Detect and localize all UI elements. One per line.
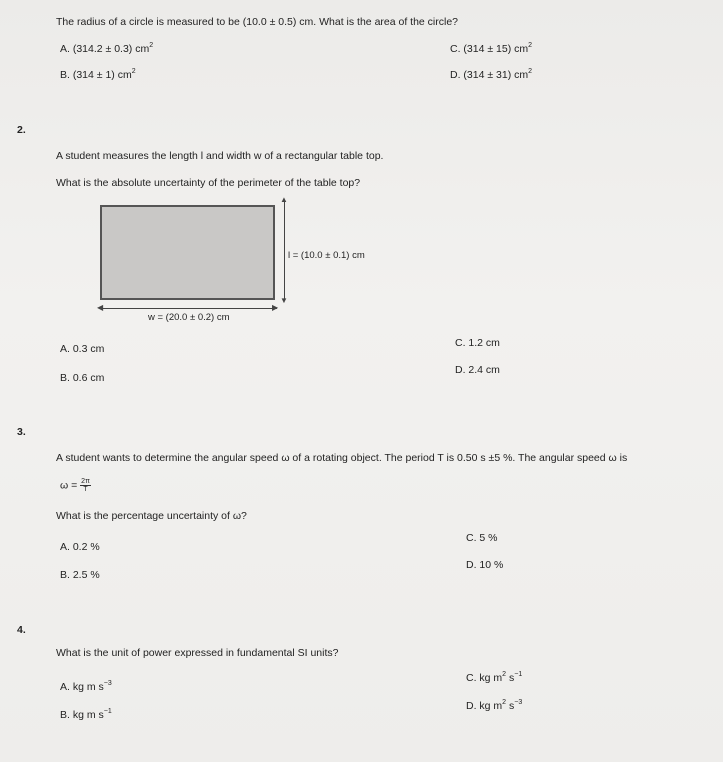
q2-number: 2.: [17, 124, 26, 136]
formula-numerator: 2π: [81, 478, 90, 485]
q3-stem: A student wants to determine the angular speed ω of a rotating object. The period T is 0.50 s ±5 %. The angular speed ω is: [56, 452, 628, 464]
q1-option-c[interactable]: [450, 43, 532, 56]
q1-option-b-exponent: 2: [131, 68, 136, 75]
q1-option-b-value: (314 ± 1) cm: [72, 69, 132, 81]
q4-option-d[interactable]: [466, 700, 522, 713]
formula-fraction: [80, 478, 91, 493]
q4-option-d-exponent-1: 2: [502, 699, 507, 706]
q2-stem-1: A student measures the length l and width w of a rectangular table top.: [56, 150, 384, 162]
q1-option-d-exponent: 2: [528, 68, 533, 75]
q3-option-b[interactable]: B. 2.5 %: [60, 569, 100, 581]
q2-option-d[interactable]: D. 2.4 cm: [455, 364, 500, 376]
arrow-up-icon: ▲: [280, 195, 288, 204]
omega-formula: [60, 478, 91, 493]
q4-option-d-exponent-2: −3: [514, 699, 523, 706]
q2-option-c[interactable]: C. 1.2 cm: [455, 337, 500, 349]
q2-stem-2: What is the absolute uncertainty of the perimeter of the table top?: [56, 177, 361, 189]
arrow-left-icon: ◀: [97, 303, 104, 312]
q4-option-d-unit-2: s: [506, 700, 515, 712]
q1-option-d-value: (314 ± 31) cm: [463, 69, 529, 81]
q1-option-d-letter: D.: [450, 69, 461, 81]
q4-option-c-exponent-1: 2: [502, 671, 507, 678]
q1-option-a[interactable]: [60, 43, 153, 56]
q4-option-d-unit-1: D. kg m: [466, 700, 503, 712]
q1-option-c-exponent: 2: [528, 42, 533, 49]
q4-option-c-exponent-2: −1: [514, 671, 523, 678]
q4-option-b[interactable]: [60, 709, 112, 722]
q1-option-b-letter: B.: [60, 69, 70, 81]
q1-option-d[interactable]: [450, 69, 532, 82]
q4-number: 4.: [17, 624, 26, 636]
q2-option-b[interactable]: B. 0.6 cm: [60, 372, 105, 384]
q2-option-a[interactable]: A. 0.3 cm: [60, 343, 105, 355]
q4-option-a[interactable]: [60, 681, 112, 694]
q3-option-c[interactable]: C. 5 %: [466, 532, 498, 544]
q4-stem: What is the unit of power expressed in fundamental SI units?: [56, 647, 339, 659]
width-dimension-line: [100, 308, 277, 309]
q4-option-c[interactable]: [466, 672, 522, 685]
q3-question: What is the percentage uncertainty of ω?: [56, 510, 247, 522]
q1-option-a-exponent: 2: [149, 42, 154, 49]
length-label: l = (10.0 ± 0.1) cm: [288, 250, 365, 261]
q4-option-c-unit-2: s: [506, 672, 515, 684]
q1-option-b[interactable]: [60, 69, 136, 82]
length-dimension-line: [284, 200, 285, 300]
formula-denominator: T: [83, 486, 88, 493]
q1-stem: The radius of a circle is measured to be (10.0 ± 0.5) cm. What is the area of the circle?: [56, 16, 459, 28]
q4-option-b-unit: B. kg m s: [60, 709, 104, 721]
q3-number: 3.: [17, 426, 26, 438]
table-top-rectangle: [100, 205, 275, 300]
arrow-right-icon: ▶: [272, 303, 279, 312]
q1-option-a-letter: A.: [60, 43, 70, 55]
q3-option-d[interactable]: D. 10 %: [466, 559, 504, 571]
q4-option-c-unit-1: C. kg m: [466, 672, 503, 684]
q4-option-a-exponent: −3: [103, 680, 112, 687]
formula-lhs: ω =: [60, 479, 78, 492]
q1-option-c-letter: C.: [450, 43, 461, 55]
q1-option-a-value: (314.2 ± 0.3) cm: [72, 43, 150, 55]
width-label: w = (20.0 ± 0.2) cm: [148, 312, 230, 323]
q4-option-a-unit: A. kg m s: [60, 681, 104, 693]
arrow-down-icon: ▼: [280, 296, 288, 305]
q4-option-b-exponent: −1: [103, 708, 112, 715]
q1-option-c-value: (314 ± 15) cm: [463, 43, 529, 55]
q3-option-a[interactable]: A. 0.2 %: [60, 541, 100, 553]
